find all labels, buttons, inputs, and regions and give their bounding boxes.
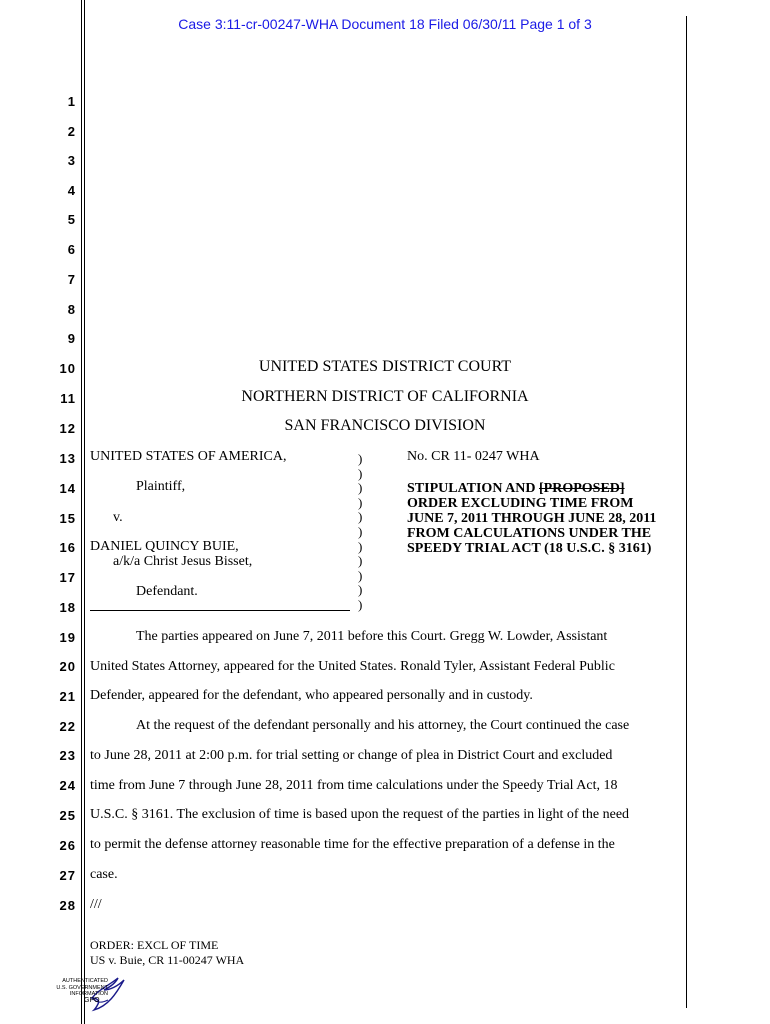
left-margin-rule	[81, 0, 82, 1024]
line-number: 11	[60, 391, 76, 406]
body-line: At the request of the defendant personally and his attorney, the Court continued the case	[136, 718, 630, 733]
line-number: 26	[59, 838, 76, 853]
line-number: 16	[59, 540, 76, 555]
line-number: 18	[59, 600, 76, 615]
line-number: 7	[67, 272, 76, 287]
plaintiff-name: UNITED STATES OF AMERICA,	[90, 449, 287, 464]
defendant-role: Defendant.	[136, 584, 198, 599]
title-line-5: SPEEDY TRIAL ACT (18 U.S.C. § 3161)	[407, 541, 652, 556]
line-number: 21	[59, 689, 76, 704]
seal-line-1: AUTHENTICATED	[62, 978, 108, 984]
title-line-4: FROM CALCULATIONS UNDER THE	[407, 526, 652, 541]
line-number: 15	[59, 511, 76, 526]
body-line: case.	[90, 867, 118, 882]
line-number: 25	[59, 808, 76, 823]
title-line-3: JUNE 7, 2011 THROUGH JUNE 28, 2011	[407, 511, 657, 526]
line-number: 6	[67, 242, 76, 257]
line-number: 8	[67, 302, 76, 317]
left-margin-rule-inner	[84, 0, 85, 1024]
case-number: No. CR 11- 0247 WHA	[407, 449, 540, 464]
plaintiff-role: Plaintiff,	[136, 479, 186, 494]
defendant-name: DANIEL QUINCY BUIE,	[90, 539, 239, 554]
line-number: 17	[59, 570, 76, 585]
body-line: time from June 7 through June 28, 2011 from time calculations under the Speedy Trial Act, 18	[90, 778, 618, 793]
line-number: 22	[59, 719, 76, 734]
line-number: 28	[59, 898, 76, 913]
body-line: The parties appeared on June 7, 2011 before this Court. Gregg W. Lowder, Assistant	[136, 629, 608, 644]
court-name: UNITED STATES DISTRICT COURT	[258, 358, 512, 375]
body-line: Defender, appeared for the defendant, who appeared personally and in custody.	[90, 688, 533, 703]
line-number: 1	[67, 94, 76, 109]
gpo-authentication-seal	[38, 976, 130, 1016]
line-number: 27	[59, 868, 76, 883]
seal-line-3: INFORMATION	[69, 991, 108, 997]
line-number: 4	[67, 183, 76, 198]
line-number: 23	[59, 748, 76, 763]
caption-rule	[90, 610, 350, 611]
body-line: ///	[90, 897, 102, 912]
versus: v.	[113, 510, 123, 525]
title-line-1	[407, 481, 656, 496]
defendant-alias: a/k/a Christ Jesus Bisset,	[113, 554, 253, 569]
document-title	[407, 481, 656, 556]
line-number: 13	[59, 451, 76, 466]
title-struck: [PROPOSED]	[539, 481, 625, 496]
line-number: 9	[67, 331, 76, 346]
line-number: 5	[67, 212, 76, 227]
line-number: 24	[59, 778, 76, 793]
seal-line-2: U.S. GOVERNMENT	[56, 984, 108, 991]
court-district: NORTHERN DISTRICT OF CALIFORNIA	[241, 388, 529, 405]
line-number: 19	[59, 630, 76, 645]
title-prefix: STIPULATION AND	[407, 481, 539, 496]
body-line: U.S.C. § 3161. The exclusion of time is based upon the request of the parties in light of the need	[90, 807, 630, 822]
caption-parentheses: ) ) ) ) ) ) ) ) ) ) )	[358, 451, 363, 612]
footer-line-2: US v. Buie, CR 11-00247 WHA	[90, 953, 245, 967]
line-number: 20	[59, 659, 76, 674]
case-header: Case 3:11-cr-00247-WHA Document 18 Filed 06/30/11 Page 1 of 3	[178, 16, 592, 32]
body-line: to June 28, 2011 at 2:00 p.m. for trial setting or change of plea in District Court and excluded	[90, 748, 613, 763]
line-number: 10	[59, 361, 76, 376]
line-number: 14	[59, 481, 76, 496]
footer-line-1: ORDER: EXCL OF TIME	[90, 938, 219, 952]
line-number: 2	[67, 124, 76, 139]
line-number: 3	[67, 153, 76, 168]
line-number: 12	[59, 421, 76, 436]
body-line: to permit the defense attorney reasonable time for the effective preparation of a defense in the	[90, 837, 615, 852]
title-line-2: ORDER EXCLUDING TIME FROM	[407, 496, 634, 511]
seal-line-4: GPO	[84, 997, 100, 1004]
court-division: SAN FRANCISCO DIVISION	[284, 417, 486, 434]
right-margin-rule	[686, 16, 687, 1008]
body-line: United States Attorney, appeared for the United States. Ronald Tyler, Assistant Federal Public	[90, 659, 615, 674]
